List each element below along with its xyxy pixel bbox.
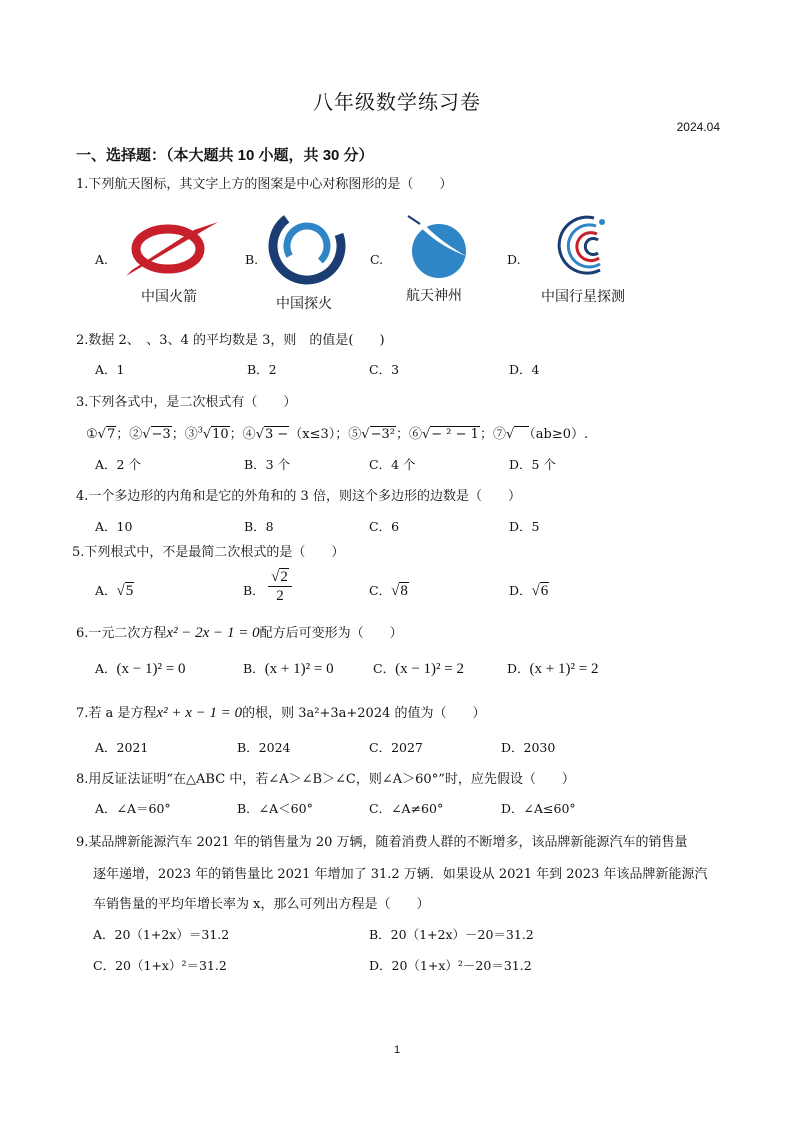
q3-item-2: ；② [116,427,143,442]
q8-option-d: D．∠A≤60° [501,801,576,816]
q3-item-3: ；③ [171,427,198,442]
q9-option-a: A．20（1+2x）＝31.2 [93,927,230,942]
q3-item-6: ；⑥ [395,427,422,442]
q3-option-a: A．2 个 [95,457,141,472]
q9-option-b: B．20（1+2x）－20＝31.2 [369,927,534,942]
question-8-stem: 8.用反证法证明“在△ABC 中，若∠A＞∠B＞∠C，则∠A＞60°”时，应先假设（ ） [76,772,575,787]
question-6-stem [76,622,403,642]
q6-stem-pre: 6.一元二次方程 [76,626,167,641]
q3-radicand-1: 7 [106,427,116,442]
question-5-stem: 5.下列根式中，不是最简二次根式的是（ ） [72,545,345,560]
question-3-stem: 3.下列各式中，是二次根式有（ ） [76,395,297,410]
q8-option-b: B．∠A＜60° [237,801,313,816]
q7-option-a: A．2021 [95,740,149,755]
q3-condition-7: （ab≥0）. [529,427,589,442]
q1-option-a-letter: A. [95,252,109,267]
q7-stem-post: 的根，则 3a²+3a+2024 的值为（ ） [242,706,486,721]
q5-option-a-radicand: 5 [125,583,134,599]
q5-option-b [243,581,265,599]
q5-option-b-radicand: 2 [280,569,288,585]
q3-expression-list: ①√7；②√−3；③$^3$√10；④√3 −（x≤3）；⑤√−3²；⑥√− ² − 1；⑦√ （ab≥0）. [86,425,589,442]
q3-radicand-5: −3² [370,427,395,442]
q7-stem-pre: 7.若 a 是方程 [76,706,157,721]
q5-option-a-letter: A． [95,583,117,598]
q1-option-c-letter: C. [370,252,384,267]
q6-option-b-letter: B． [243,661,265,676]
q4-option-b: B．8 [244,519,274,534]
q4-option-d: D．5 [509,519,540,534]
q2-option-a: A．1 [95,362,125,377]
q7-option-b: B．2024 [237,740,291,755]
shenzhou-logo [404,214,470,280]
q1-option-c-caption: 航天神州 [406,287,462,303]
q1-option-d-caption: 中国行星探测 [541,288,625,304]
q5-option-d-letter: D． [509,583,532,598]
q7-equation: x² + x − 1 = 0 [156,705,243,721]
q2-option-b: B．2 [247,362,277,377]
q3-radicand-2: −3 [151,427,171,442]
q6-option-a [95,659,185,678]
q9-option-c: C．20（1+x）²＝31.2 [93,958,227,973]
question-7-stem [76,702,486,722]
q3-radicand-6: − ² − 1 [431,427,479,442]
q5-option-d: D．√6 [509,583,549,599]
q3-item-7: ；⑦ [479,427,506,442]
q3-condition-4: （x≤3） [289,427,336,442]
q6-option-c-letter: C． [373,661,396,676]
q6-option-d-letter: D． [507,661,530,676]
china-rocket-logo [124,218,220,280]
q6-option-d-text: (x + 1)² = 2 [529,661,599,677]
q3-radicand-7 [514,426,529,442]
q3-option-d: D．5 个 [509,457,556,472]
q5-option-d-radicand: 6 [540,583,549,599]
q7-option-c: C．2027 [369,740,423,755]
q5-fraction-denominator: 2 [276,588,284,604]
q3-item-4: ；④ [229,427,256,442]
q3-option-c: C．4 个 [369,457,416,472]
q3-root-index: 3 [197,425,203,435]
question-9-line-3: 车销售量的平均年增长率为 x，那么可列出方程是（ ） [93,897,430,912]
q5-option-c-letter: C． [369,583,392,598]
q6-option-c [373,659,464,678]
page-number: 1 [393,1044,401,1056]
question-9-line-2: 逐年递增，2023 年的销售量比 2021 年增加了 31.2 万辆．如果设从 2021 年到 2023 年该品牌新能源汽 [93,867,708,882]
q7-option-d: D．2030 [501,740,556,755]
q6-option-b [243,659,334,678]
q3-radicand-3: 10 [212,427,229,442]
q5-option-b-letter: B． [243,583,265,598]
china-mars-logo [267,206,347,286]
q1-option-b-caption: 中国探火 [276,295,332,311]
section-heading: 一、选择题：（本大题共 10 小题，共 30 分） [76,147,374,164]
q8-option-a: A．∠A＝60° [95,801,171,816]
q4-option-a: A．10 [95,519,133,534]
page-title: 八年级数学练习卷 [313,90,481,114]
question-9-line-1: 9.某品牌新能源汽车 2021 年的销售量为 20 万辆，随着消费人群的不断增多，该品牌新能源汽车的销售量 [76,835,688,850]
q6-option-c-text: (x − 1)² = 2 [395,661,464,677]
question-1-stem: 1.下列航天图标，其文字上方的图案是中心对称图形的是（ ） [76,177,453,192]
q9-option-d: D．20（1+x）²－20＝31.2 [369,958,532,973]
q3-radicand-4: 3 − [264,427,289,442]
q6-option-a-letter: A． [95,661,117,676]
q5-option-c-radicand: 8 [400,583,408,599]
q5-option-b-fraction [268,568,292,605]
q1-option-d-letter: D. [507,252,521,267]
q6-option-d [507,659,598,678]
q5-fraction-numerator: √2 [268,568,292,587]
q1-option-b-letter: B. [245,252,259,267]
planetary-exploration-logo [550,210,610,280]
q3-item-1: ① [86,427,98,442]
q5-option-a: A．√5 [95,583,134,599]
q2-option-c: C．3 [369,362,400,377]
q6-option-b-text: (x + 1)² = 0 [264,661,334,677]
exam-date: 2024.04 [676,120,720,134]
q1-option-a-caption: 中国火箭 [141,288,197,304]
q6-equation: x² − 2x − 1 = 0 [166,625,260,641]
q4-option-c: C．6 [369,519,400,534]
q6-option-a-text: (x − 1)² = 0 [116,661,186,677]
q5-option-c: C．√8 [369,583,408,599]
q3-item-5: ；⑤ [335,427,362,442]
q6-stem-post: 配方后可变形为（ ） [259,626,403,641]
question-4-stem: 4.一个多边形的内角和是它的外角和的 3 倍，则这个多边形的边数是（ ） [76,489,521,504]
q2-option-d: D．4 [509,362,540,377]
q3-option-b: B．3 个 [244,457,291,472]
question-2-stem: 2.数据 2、 、3、4 的平均数是 3，则 的值是( ) [76,333,385,348]
q8-option-c: C．∠A≠60° [369,801,444,816]
